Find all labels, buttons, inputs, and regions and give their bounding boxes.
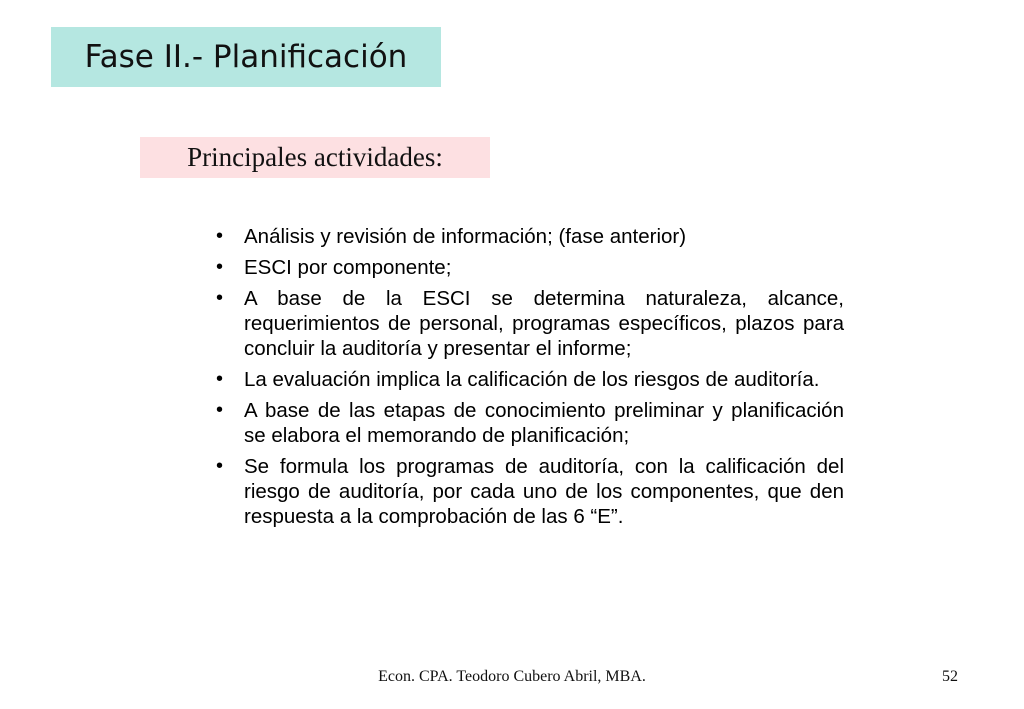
list-item-text: A base de la ESCI se determina naturaleza, alcance, requerimientos de personal, programas específicos, plazos para concluir la auditoría y presentar el informe; (244, 287, 844, 360)
bullet-icon: • (216, 256, 224, 278)
list-item-text: La evaluación implica la calificación de los riesgos de auditoría. (244, 368, 820, 391)
list-item-text: A base de las etapas de conocimiento preliminar y planificación se elabora el memorando de planificación; (244, 399, 844, 447)
list-item-text: Análisis y revisión de información; (fase anterior) (244, 225, 687, 248)
slide-subtitle: Principales actividades: (187, 142, 443, 172)
bullet-icon: • (216, 455, 224, 477)
slide-title-box (51, 27, 441, 87)
list-item (216, 454, 844, 529)
footer-author: Econ. CPA. Teodoro Cubero Abril, MBA. (378, 668, 646, 685)
list-item-text: Se formula los programas de auditoría, con la calificación del riesgo de auditoría, por cada uno de los componentes, que den respuesta a la comprobación de las 6 “E”. (244, 455, 844, 528)
list-item (216, 286, 844, 361)
list-item (216, 255, 844, 280)
list-item (216, 398, 844, 448)
page-number: 52 (942, 668, 958, 685)
list-item (216, 367, 844, 392)
activities-list (216, 224, 844, 535)
subtitle-box (140, 137, 490, 178)
list-item-text: ESCI por componente; (244, 256, 452, 279)
bullet-icon: • (216, 399, 224, 421)
slide-title: Fase II.- Planificación (84, 39, 408, 75)
bullet-icon: • (216, 287, 224, 309)
bullet-icon: • (216, 368, 224, 390)
bullet-icon: • (216, 225, 224, 247)
list-item (216, 224, 844, 249)
